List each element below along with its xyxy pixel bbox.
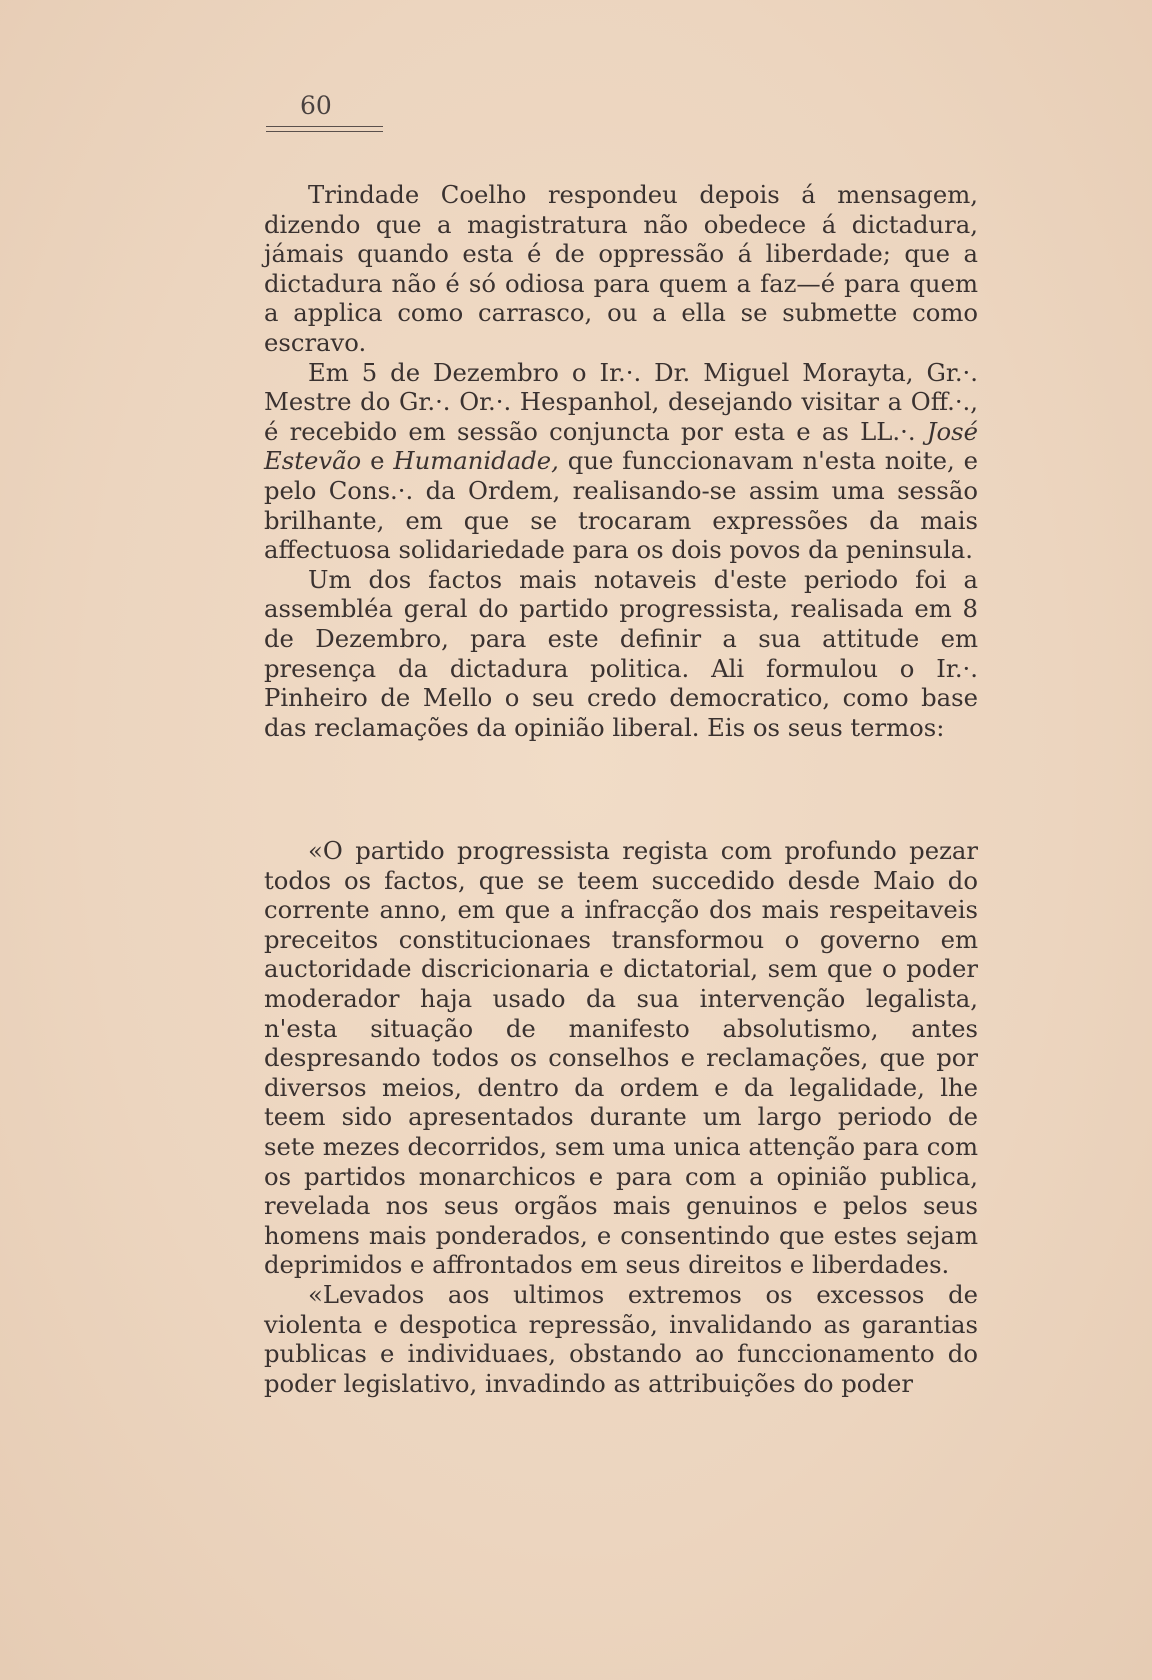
quote-paragraph-partido-progressista: «O partido progressista regista com profundo pezar todos os factos, que se teem succedido desde Maio do corrente anno, em que a infracção dos mais respeitaveis preceitos constitucionaes transformou o governo em auctoridade discricionaria e dictatorial, sem que o poder moderador haja usado da sua intervenção legalista, n'esta situação de manifesto absolutismo, antes despresando todos os conselhos e reclamações, que por diversos meios, dentro da ordem e da legalidade, lhe teem sido apresentados durante um largo periodo de sete mezes decorridos, sem uma unica attenção para com os partidos monarchicos e para com a opinião publica, revelada nos seus orgãos mais genuinos e pelos seus homens mais ponderados, e consentindo que estes sejam deprimidos e affrontados em seus direitos e liberdades.	[264, 836, 978, 1280]
lodge-name-jose-estevao: José Estevão	[264, 416, 978, 476]
paragraph-trindade-coelho: Trindade Coelho respondeu depois á mensagem, dizendo que a magistratura não obedece á dictadura, jámais quando esta é de oppressão á liberdade; que a dictadura não é só odiosa para quem a faz—é para quem a applica como carrasco, ou a ella se submette como escravo.	[264, 180, 978, 357]
paragraph-assembleia-progressista: Um dos factos mais notaveis d'este periodo foi a assembléa geral do partido progressista, realisada em 8 de Dezembro, para este definir a sua attitude em presença da dictadura politica. Ali formulou o Ir.·. Pinheiro de Mello o seu credo democratico, como base das reclamações da opinião liberal. Eis os seus termos:	[264, 564, 978, 742]
quote-paragraph-levados: «Levados aos ultimos extremos os excessos de violenta e despotica repressão, invalidando as garantias publicas e individuaes, obstando ao funccionamento do poder legislativo, invadindo as attribuições do poder	[264, 1279, 978, 1398]
page-number: 60	[300, 91, 332, 120]
lodge-name-humanidade: Humanidade,	[393, 446, 559, 476]
paragraph-text: e	[361, 446, 394, 476]
header-rule	[266, 126, 383, 132]
paragraph-miguel-morayta	[264, 358, 978, 565]
paragraph-text: Em 5 de Dezembro o Ir.·. Dr. Miguel Morayta, Gr.·. Mestre do Gr.·. Or.·. Hespanhol, desejando visitar a Off.·., é recebido em sessão conjuncta por esta e as LL.·.	[264, 357, 978, 446]
paragraph-text: que funccionavam n'esta noite, e pelo Cons.·. da Ordem, realisando-se assim uma sessão brilhante, em que se trocaram expressões da mais affectuosa solidariedade para os dois povos da peninsula.	[264, 446, 979, 565]
quoted-text	[264, 836, 978, 1398]
body-text	[264, 180, 978, 742]
